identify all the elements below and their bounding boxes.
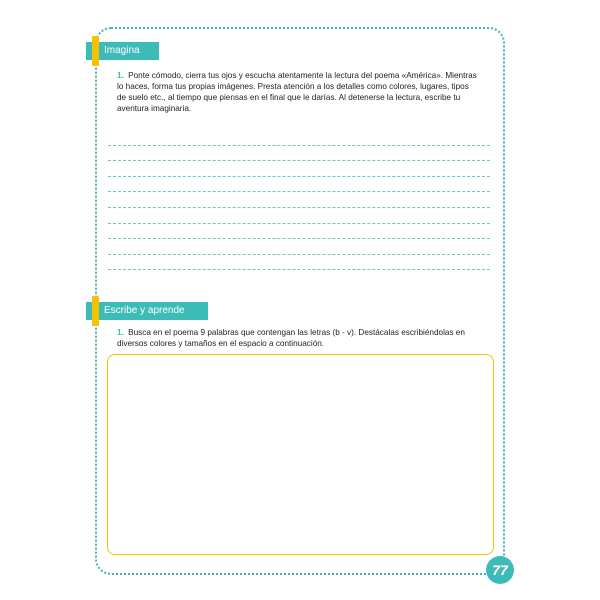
page-number-badge <box>486 556 514 584</box>
writing-line[interactable] <box>108 177 490 193</box>
instruction-number: 1. <box>117 328 124 337</box>
writing-line[interactable] <box>108 146 490 162</box>
writing-line[interactable] <box>108 208 490 224</box>
writing-line[interactable] <box>108 224 490 240</box>
writing-lines[interactable] <box>108 130 490 270</box>
writing-line[interactable] <box>108 255 490 271</box>
writing-line[interactable] <box>108 192 490 208</box>
writing-line[interactable] <box>108 239 490 255</box>
writing-line[interactable] <box>108 130 490 146</box>
instruction-imagina <box>117 70 477 114</box>
instruction-escribe-y-aprende <box>117 327 487 349</box>
answer-box[interactable] <box>107 354 494 555</box>
section-title: Imagina <box>104 45 140 56</box>
instruction-text: Ponte cómodo, cierra tus ojos y escucha atentamente la lectura del poema «América». Mientras lo haces, forma tus propias imágenes. Presta atención a los detalles como colores, lugares, tipos de suelo etc., al tiempo que piensas en el final que le darías. Al detenerse la lectura, escribe tu aventura imaginaria. <box>117 71 477 113</box>
section-header-escribe-y-aprende <box>86 302 208 320</box>
instruction-number: 1. <box>117 71 124 80</box>
writing-line[interactable] <box>108 161 490 177</box>
page-number: 77 <box>492 562 508 578</box>
section-title: Escribe y aprende <box>104 305 185 316</box>
header-tab-marker <box>92 296 99 326</box>
header-tab-marker <box>92 36 99 66</box>
instruction-text: Busca en el poema 9 palabras que contengan las letras (b - v). Destácalas escribiéndolas en diversos colores y tamaños en el espacio a continuación. <box>117 328 465 348</box>
